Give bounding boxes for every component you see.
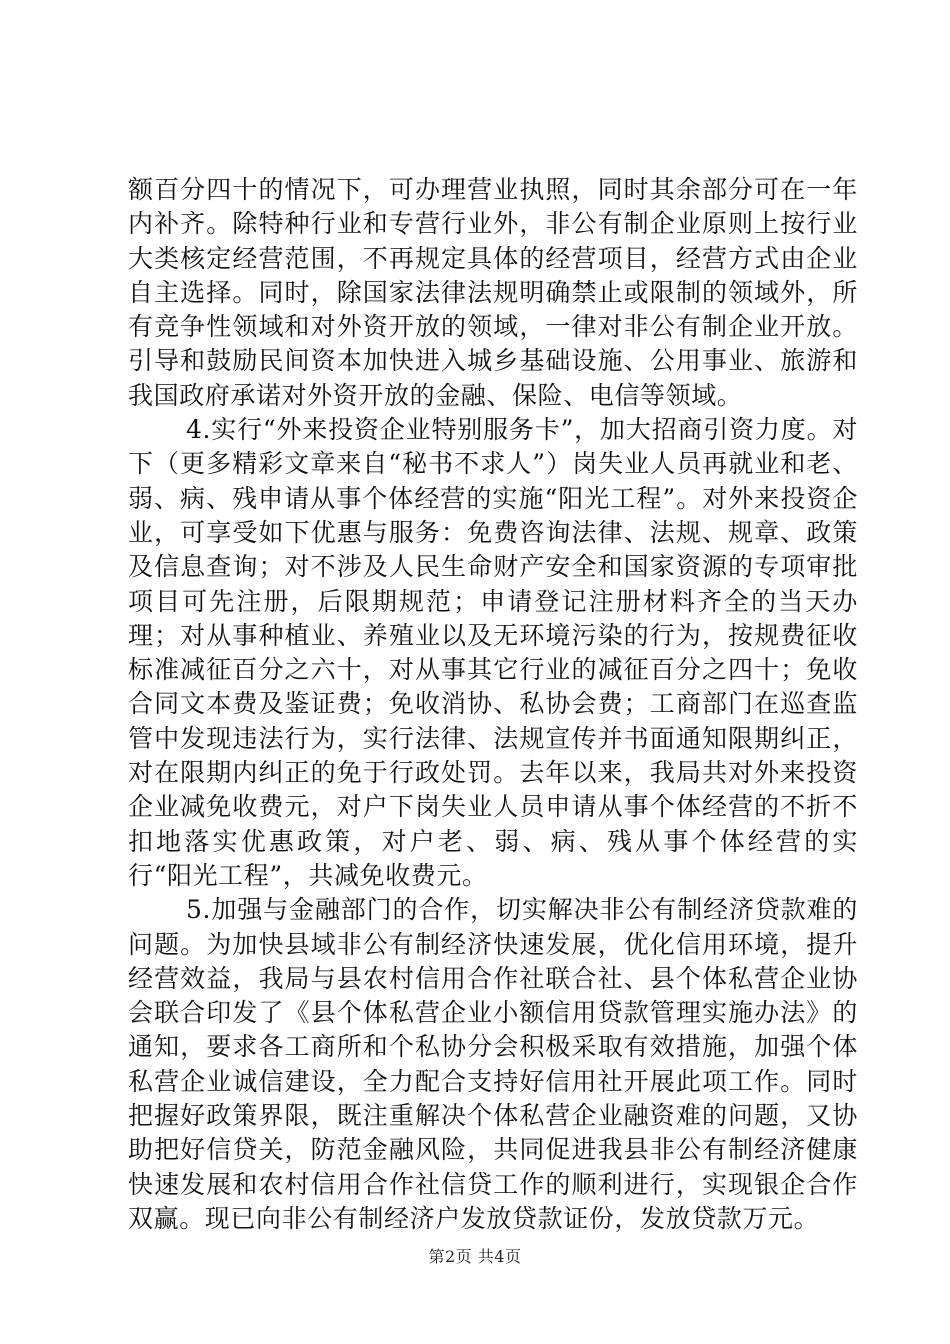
page-number-footer: 第2页 共4页 — [428, 1247, 522, 1266]
paragraph-item-4: 4.实行“外来投资企业特别服务卡”，加大招商引资力度。对下（更多精彩文章来自“秘书不求人”）岗失业人员再就业和老、弱、病、残申请从事个体经营的实施“阳光工程”。对外来投资企业，可享受如下优惠与服务：免费咨询法律、法规、规章、政策及信息查询；对不涉及人民生命财产安全和国家资源的专项审批项目可先注册，后限期规范；申请登记注册材料齐全的当天办理；对从事种植业、养殖业以及无环境污染的行为，按规费征收标准减征百分之六十，对从事其它行业的减征百分之四十；免收合同文本费及鉴证费；免收消协、私协会费；工商部门在巡查监管中发现违法行为，实行法律、法规宣传并书面通知限期纠正，对在限期内纠正的免于行政处罚。去年以来，我局共对外来投资企业减免收费元，对户下岗失业人员申请从事个体经营的不折不扣地落实优惠政策，对户老、弱、病、残从事个体经营的实行“阳光工程”，共减免收费元。 — [128, 415, 858, 890]
paragraph-item-5: 5.加强与金融部门的合作，切实解决非公有制经济贷款难的问题。为加快县域非公有制经济快速发展，优化信用环境，提升经营效益，我局与县农村信用合作社联合社、县个体私营企业协会联合印发了《县个体私营企业小额信用贷款管理实施办法》的通知，要求各工商所和个私协分会积极采取有效措施，加强个体私营企业诚信建设，全力配合支持好信用社开展此项工作。同时把握好政策界限，既注重解决个体私营企业融资难的问题，又协助把好信贷关，防范金融风险，共同促进我县非公有制经济健康快速发展和农村信用合作社信贷工作的顺利进行，实现银企合作双赢。现已向非公有制经济户发放贷款证份，发放贷款万元。 — [128, 895, 858, 1233]
paragraph-continuation: 额百分四十的情况下，可办理营业执照，同时其余部分可在一年内补齐。除特种行业和专营行业外，非公有制企业原则上按行业大类核定经营范围，不再规定具体的经营项目，经营方式由企业自主选择。同时，除国家法律法规明确禁止或限制的领域外，所有竞争性领域和对外资开放的领域，一律对非公有制企业开放。引导和鼓励民间资本加快进入城乡基础设施、公用事业、旅游和我国政府承诺对外资开放的金融、保险、电信等领域。 — [128, 175, 858, 410]
document-body — [128, 173, 858, 1236]
